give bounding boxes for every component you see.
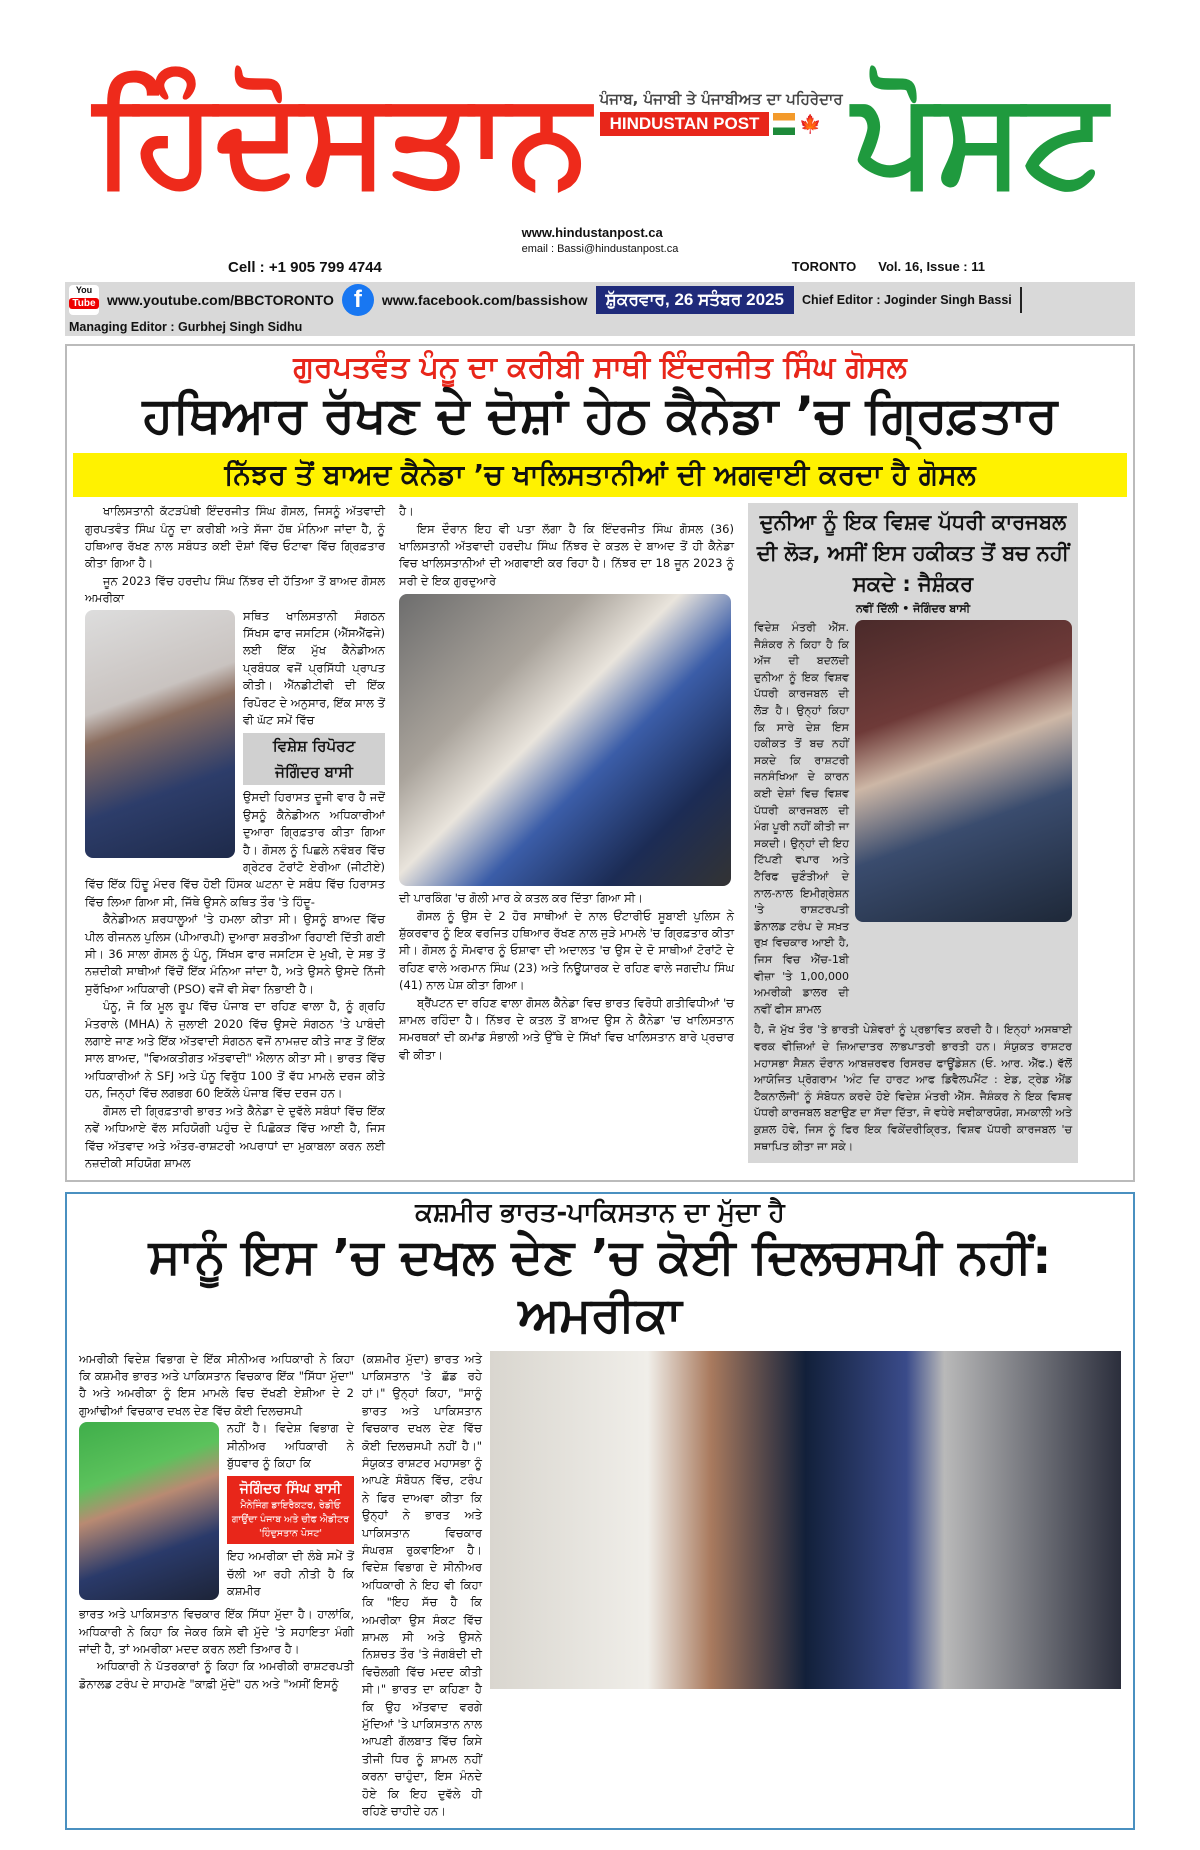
website-link[interactable]: www.hindustanpost.ca xyxy=(521,224,663,240)
lead-col1-after: ਉਸਦੀ ਹਿਰਾਸਤ ਦੂਜੀ ਵਾਰ ਹੈ ਜਦੋਂ ਉਸਨੂੰ ਕੈਨੇਡੀਅਨ ਅਧਿਕਾਰੀਆਂ ਦੁਆਰਾ ਗ੍ਰਿਫ਼ਤਾਰ ਕੀਤਾ ਗਿਆ ਹੈ। ਗੋਸਲ ਨੂੰ ਪਿਛਲੇ ਨਵੰਬਰ ਵਿੱਚ ਗ੍ਰੇਟਰ ਟੋਰਾਂਟੋ ਏਰੀਆ (ਜੀਟੀਏ) ਵਿੱਚ ਇੱਕ ਹਿੰਦੂ ਮੰਦਰ ਵਿੱਚ ਹੋਈ ਹਿੰਸਕ ਘਟਨਾ ਦੇ ਸਬੰਧ ਵਿੱਚ ਹਿਰਾਸਤ ਵਿੱਚ ਲਿਆ ਗਿਆ ਸੀ, ਜਿੱਥੇ ਉਸਨੇ ਕਥਿਤ ਤੌਰ 'ਤੇ ਹਿੰਦੂ- xyxy=(85,790,385,909)
sidebar-dateline: ਨਵੀਂ ਦਿੱਲੀ • ਜੋਗਿੰਦਰ ਬਾਸੀ xyxy=(855,602,971,616)
paragraph: ਅਧਿਕਾਰੀ ਨੇ ਪੱਤਰਕਾਰਾਂ ਨੂੰ ਕਿਹਾ ਕਿ ਅਮਰੀਕੀ ਰਾਸ਼ਟਰਪਤੀ ਡੋਨਾਲਡ ਟਰੰਪ ਦੇ ਸਾਹਮਣੇ "ਕਾਫ਼ੀ ਮੁੱਦੇ" ਹਨ ਅਤੇ "ਅਸੀਂ ਇਸਨੂੰ xyxy=(79,1659,354,1691)
paragraph: ਕੈਨੇਡੀਅਨ ਸ਼ਰਧਾਲੂਆਂ 'ਤੇ ਹਮਲਾ ਕੀਤਾ ਸੀ। ਉਸਨੂੰ ਬਾਅਦ ਵਿੱਚ ਪੀਲ ਰੀਜਨਲ ਪੁਲਿਸ (ਪੀਆਰਪੀ) ਦੁਆਰਾ ਸ਼ਰਤੀਆ ਰਿਹਾਈ ਦਿੱਤੀ ਗਈ ਸੀ। 36 ਸਾਲਾ ਗੋਸਲ ਨੂੰ ਪੰਨੂ, ਸਿੱਖਸ ਫਾਰ ਜਸਟਿਸ ਦੇ ਮੁਖੀ, ਦੇ ਸਭ ਤੋਂ ਨਜ਼ਦੀਕੀ ਸਾਥੀਆਂ ਵਿੱਚੋਂ ਇੱਕ ਮੰਨਿਆ ਜਾਂਦਾ ਹੈ, ਅਤੇ ਉਸਨੇ ਉਸਦੇ ਨਿੱਜੀ ਸੁਰੱਖਿਆ ਅਧਿਕਾਰੀ (PSO) ਵਜੋਂ ਵੀ ਸੇਵਾ ਨਿਭਾਈ ਹੈ। xyxy=(85,912,385,996)
paragraph: ਬ੍ਰੈਂਪਟਨ ਦਾ ਰਹਿਣ ਵਾਲਾ ਗੋਸਲ ਕੈਨੇਡਾ ਵਿਚ ਭਾਰਤ ਵਿਰੋਧੀ ਗਤੀਵਿਧੀਆਂ 'ਚ ਸ਼ਾਮਲ ਰਹਿੰਦਾ ਹੈ। ਨਿੱਝਰ ਦੇ ਕਤਲ ਤੋਂ ਬਾਅਦ ਉਸ ਨੇ ਕੈਨੇਡਾ 'ਚ ਖਾਲਿਸਤਾਨ ਸਮਰਥਕਾਂ ਦੀ ਕਮਾਂਡ ਸੰਭਾਲੀ ਅਤੇ ਉੱਥੇ ਦੇ ਸਿੱਖਾਂ ਵਿਚ ਖਾਲਿਸਤਾਨ ਬਾਰੇ ਪ੍ਰਚਾਰ ਵੀ ਕੀਤਾ। xyxy=(399,995,734,1062)
email-link[interactable]: email : Bassi@hindustanpost.ca xyxy=(521,242,679,255)
lead-col1-photo-block xyxy=(85,608,385,912)
byline: ਜੋਗਿੰਦਰ ਬਾਸੀ xyxy=(275,763,353,782)
cell-number: Cell : +1 905 799 4744 xyxy=(228,258,382,276)
youtube-link[interactable]: www.youtube.com/BBCTORONTO xyxy=(107,291,334,308)
masthead-contact xyxy=(522,213,679,255)
paragraph: ਗੋਸਲ ਨੂੰ ਉਸ ਦੇ 2 ਹੋਰ ਸਾਥੀਆਂ ਦੇ ਨਾਲ ਓਂਟਾਰੀਓ ਸੂਬਾਈ ਪੁਲਿਸ ਨੇ ਸ਼ੁੱਕਰਵਾਰ ਨੂੰ ਇਕ ਵਰਜਿਤ ਹਥਿਆਰ ਰੱਖਣ ਨਾਲ ਜੁੜੇ ਮਾਮਲੇ 'ਚ ਗ੍ਰਿਫ਼ਤਾਰ ਕੀਤਾ ਸੀ। ਗੋਸਲ ਨੂੰ ਸੋਮਵਾਰ ਨੂੰ ਓਸ਼ਾਵਾ ਦੀ ਅਦਾਲਤ 'ਚ ਉਸ ਦੇ ਦੋ ਸਾਥੀਆਂ ਟੋਰਾਂਟੋ ਦੇ ਰਹਿਣ ਵਾਲੇ ਅਰਮਾਨ ਸਿੰਘ (23) ਅਤੇ ਨਿਊਯਾਰਕ ਦੇ ਰਹਿਣ ਵਾਲੇ ਜਗਦੀਪ ਸਿੰਘ (41) ਨਾਲ ਪੇਸ਼ ਕੀਤਾ ਗਿਆ। xyxy=(399,908,734,993)
sidebar-col-left: ਵਿਦੇਸ਼ ਮੰਤਰੀ ਐੱਸ. ਜੈਸ਼ੰਕਰ ਨੇ ਕਿਹਾ ਹੈ ਕਿ ਅੱਜ ਦੀ ਬਦਲਦੀ ਦੁਨੀਆ ਨੂੰ ਇਕ ਵਿਸ਼ਵ ਪੱਧਰੀ ਕਾਰਜਬਲ ਦੀ ਲੋੜ ਹੈ। ਉਨ੍ਹਾਂ ਕਿਹਾ ਕਿ ਸਾਰੇ ਦੇਸ਼ ਇਸ ਹਕੀਕਤ ਤੋਂ ਬਚ ਨਹੀਂ ਸਕਦੇ ਕਿ ਰਾਸ਼ਟਰੀ ਜਨਸੰਖਿਆ ਦੇ ਕਾਰਨ ਕਈ ਦੇਸ਼ਾਂ ਵਿਚ ਵਿਸ਼ਵ ਪੱਧਰੀ ਕਾਰਜਬਲ ਦੀ ਮੰਗ ਪੂਰੀ ਨਹੀਂ ਕੀਤੀ ਜਾ ਸਕਦੀ। ਉਨ੍ਹਾਂ ਦੀ ਇਹ ਟਿੱਪਣੀ ਵਪਾਰ ਅਤੇ ਟੈਰਿਫ ਚੁਣੌਤੀਆਂ ਦੇ ਨਾਲ-ਨਾਲ ਇਮੀਗ੍ਰੇਸ਼ਨ 'ਤੇ ਰਾਸ਼ਟਰਪਤੀ ਡੋਨਾਲਡ ਟਰੰਪ ਦੇ ਸਖ਼ਤ ਰੁਖ਼ ਵਿਚਕਾਰ ਆਈ ਹੈ, ਜਿਸ ਵਿਚ ਐੱਚ-1ਬੀ ਵੀਜ਼ਾ 'ਤੇ 1,00,000 ਅਮਰੀਕੀ ਡਾਲਰ ਦੀ ਨਵੀਂ ਫੀਸ ਸ਼ਾਮਲ xyxy=(754,621,849,1016)
lead-story-photo xyxy=(399,594,731,886)
second-col1-photo-block xyxy=(79,1420,354,1606)
second-col1 xyxy=(79,1351,354,1694)
masthead xyxy=(65,62,1135,255)
paragraph: ਗੋਸਲ ਦੀ ਗ੍ਰਿਫ਼ਤਾਰੀ ਭਾਰਤ ਅਤੇ ਕੈਨੇਡਾ ਦੇ ਦੁਵੱਲੇ ਸਬੰਧਾਂ ਵਿੱਚ ਇੱਕ ਨਵੇਂ ਅਧਿਆਏ ਵੱਲ ਸਹਿਯੋਗੀ ਪਹੁੰਚ ਦੇ ਪਿਛੋਕੜ ਵਿੱਚ ਆਈ ਹੈ, ਜਿਸ ਵਿੱਚ ਅੱਤਵਾਦ ਅਤੇ ਅੰਤਰ-ਰਾਸ਼ਟਰੀ ਅਪਰਾਧਾਂ ਦਾ ਮੁਕਾਬਲਾ ਕਰਨ ਲਈ ਨਜ਼ਦੀਕੀ ਸਹਿਯੋਗ ਸ਼ਾਮਲ xyxy=(85,1103,385,1170)
author-title: ਮੈਨੇਜਿੰਗ ਡਾਇਰੈਕਟਰ, ਰੇਡੀਓ ਗਾਉਂਦਾ ਪੰਜਾਬ ਅਤੇ ਚੀਫ ਐਡੀਟਰ 'ਹਿੰਦੁਸਤਾਨ ਪੋਸਟ' xyxy=(231,1500,350,1540)
paragraph: ਇਸ ਦੌਰਾਨ ਇਹ ਵੀ ਪਤਾ ਲੱਗਾ ਹੈ ਕਿ ਇੰਦਰਜੀਤ ਸਿੰਘ ਗੋਸਲ (36) ਖਾਲਿਸਤਾਨੀ ਅੱਤਵਾਦੀ ਹਰਦੀਪ ਸਿੰਘ ਨਿੱਝਰ ਦੇ ਕਤਲ ਦੇ ਬਾਅਦ ਤੋਂ ਹੀ ਕੈਨੇਡਾ ਵਿਚ ਖਾਲਿਸਤਾਨੀਆਂ ਦੀ ਅਗਵਾਈ ਕਰ ਰਿਹਾ ਹੈ। ਨਿੱਝਰ ਦਾ 18 ਜੂਨ 2023 ਨੂੰ ਸਰੀ ਦੇ ਇਕ ਗੁਰਦੁਆਰੇ xyxy=(399,521,734,588)
managing-editor: Managing Editor : Gurbhej Singh Sidhu xyxy=(69,319,303,334)
chief-editor: Chief Editor : Joginder Singh Bassi xyxy=(802,292,1012,307)
second-col1-bottom xyxy=(79,1606,354,1693)
sidebar-row xyxy=(754,620,1072,1018)
masthead-tagline: ਪੰਜਾਬ, ਪੰਜਾਬੀ ਤੇ ਪੰਜਾਬੀਅਤ ਦਾ ਪਹਿਰੇਦਾਰ xyxy=(599,90,843,108)
second-story-headline: ਸਾਨੂੰ ਇਸ ’ਚ ਦਖਲ ਦੇਣ ’ਚ ਕੋਈ ਦਿਲਚਸਪੀ ਨਹੀਂ: ਅਮਰੀਕਾ xyxy=(148,1229,1052,1343)
second-story-columns xyxy=(79,1351,1121,1821)
masthead-title-red: ਹਿੰਦੋਸਤਾਨ xyxy=(93,62,590,214)
lead-story-subhead: ਨਿੱਝਰ ਤੋਂ ਬਾਅਦ ਕੈਨੇਡਾ ’ਚ ਖਾਲਿਸਤਾਨੀਆਂ ਦੀ ਅਗਵਾਈ ਕਰਦਾ ਹੈ ਗੋਸਲ xyxy=(73,453,1127,498)
second-col2: (ਕਸ਼ਮੀਰ ਮੁੱਦਾ) ਭਾਰਤ ਅਤੇ ਪਾਕਿਸਤਾਨ 'ਤੇ ਛੱਡ ਰਹੇ ਹਾਂ।" ਉਨ੍ਹਾਂ ਕਿਹਾ, "ਸਾਨੂੰ ਭਾਰਤ ਅਤੇ ਪਾਕਿਸਤਾਨ ਵਿਚਕਾਰ ਦਖਲ ਦੇਣ ਵਿੱਚ ਕੋਈ ਦਿਲਚਸਪੀ ਨਹੀਂ ਹੈ।" ਸੰਯੁਕਤ ਰਾਸ਼ਟਰ ਮਹਾਸਭਾ ਨੂੰ ਆਪਣੇ ਸੰਬੋਧਨ ਵਿੱਚ, ਟਰੰਪ ਨੇ ਫਿਰ ਦਾਅਵਾ ਕੀਤਾ ਕਿ ਉਨ੍ਹਾਂ ਨੇ ਭਾਰਤ ਅਤੇ ਪਾਕਿਸਤਾਨ ਵਿਚਕਾਰ ਸੰਘਰਸ਼ ਰੁਕਵਾਇਆ ਹੈ। ਵਿਦੇਸ਼ ਵਿਭਾਗ ਦੇ ਸੀਨੀਅਰ ਅਧਿਕਾਰੀ ਨੇ ਇਹ ਵੀ ਕਿਹਾ ਕਿ "ਇਹ ਸੱਚ ਹੈ ਕਿ ਅਮਰੀਕਾ ਉਸ ਸੰਕਟ ਵਿੱਚ ਸ਼ਾਮਲ ਸੀ ਅਤੇ ਉਸਨੇ ਨਿਸ਼ਚਤ ਤੌਰ 'ਤੇ ਜੰਗਬੰਦੀ ਦੀ ਵਿਚੋਲਗੀ ਵਿੱਚ ਮਦਦ ਕੀਤੀ ਸੀ।" ਭਾਰਤ ਦਾ ਕਹਿਣਾ ਹੈ ਕਿ ਉਹ ਅੱਤਵਾਦ ਵਰਗੇ ਮੁੱਦਿਆਂ 'ਤੇ ਪਾਕਿਸਤਾਨ ਨਾਲ ਆਪਣੀ ਗੱਲਬਾਤ ਵਿੱਚ ਕਿਸੇ ਤੀਜੀ ਧਿਰ ਨੂੰ ਸ਼ਾਮਲ ਨਹੀਂ ਕਰਨਾ ਚਾਹੁੰਦਾ, ਇਸ ਮੰਨਦੇ ਹੋਏ ਕਿ ਇਹ ਦੁਵੱਲੇ ਹੀ ਰਹਿਣੇ ਚਾਹੀਦੇ ਹਨ। xyxy=(362,1351,482,1819)
lead-story-kicker: ਗੁਰਪਤਵੰਤ ਪੰਨੂ ਦਾ ਕਰੀਬੀ ਸਾਥੀ ਇੰਦਰਜੀਤ ਸਿੰਘ ਗੋਸਲ xyxy=(293,349,907,385)
paragraph: ਜੂਨ 2023 ਵਿੱਚ ਹਰਦੀਪ ਸਿੰਘ ਨਿੱਝਰ ਦੀ ਹੱਤਿਆ ਤੋਂ ਬਾਅਦ ਗੋਸਲ ਅਮਰੀਕਾ xyxy=(85,573,385,606)
lead-story-headline: ਹਥਿਆਰ ਰੱਖਣ ਦੇ ਦੋਸ਼ਾਂ ਹੇਠ ਕੈਨੇਡਾ ’ਚ ਗ੍ਰਿਫ਼ਤਾਰ xyxy=(142,385,1058,444)
special-report-box xyxy=(243,733,385,785)
special-report-label: ਵਿਸ਼ੇਸ਼ ਰਿਪੋਰਟ xyxy=(272,737,356,756)
author-name: ਜੋਗਿੰਦਰ ਸਿੰਘ ਬਾਸੀ xyxy=(239,1481,342,1498)
author-bio-box xyxy=(227,1476,354,1544)
youtube-icon-top: You xyxy=(75,284,93,295)
masthead-title-green: ਪੋਸਟ xyxy=(852,62,1107,214)
lead-col2 xyxy=(399,503,734,1064)
english-name-badge: HINDUSTAN POST xyxy=(600,112,770,136)
lead-col2-top xyxy=(399,503,734,590)
lead-col2-bottom xyxy=(399,890,734,1064)
info-bar xyxy=(65,282,1135,336)
reporter-photo xyxy=(85,610,235,858)
second-col1-top: ਅਮਰੀਕੀ ਵਿਦੇਸ਼ ਵਿਭਾਗ ਦੇ ਇੱਕ ਸੀਨੀਅਰ ਅਧਿਕਾਰੀ ਨੇ ਕਿਹਾ ਕਿ ਕਸ਼ਮੀਰ ਭਾਰਤ ਅਤੇ ਪਾਕਿਸਤਾਨ ਵਿਚਕਾਰ ਇੱਕ "ਸਿੱਧਾ ਮੁੱਦਾ" ਹੈ ਅਤੇ ਅਮਰੀਕਾ ਨੂੰ ਇਸ ਮਾਮਲੇ ਵਿਚ ਦੱਖਣੀ ਏਸ਼ੀਆ ਦੇ 2 ਗੁਆਂਢੀਆਂ ਵਿਚਕਾਰ ਦਖਲ ਦੇਣ ਵਿੱਚ ਕੋਈ ਦਿਲਚਸਪੀ xyxy=(79,1351,354,1418)
leaders-photo xyxy=(490,1351,1121,1689)
second-story-kicker: ਕਸ਼ਮੀਰ ਭਾਰਤ-ਪਾਕਿਸਤਾਨ ਦਾ ਮੁੱਦਾ ਹੈ xyxy=(415,1198,785,1229)
second-col1-beside2: ਇਹ ਅਮਰੀਕਾ ਦੀ ਲੰਬੇ ਸਮੇਂ ਤੋਂ ਚੱਲੀ ਆ ਰਹੀ ਨੀਤੀ ਹੈ ਕਿ ਕਸ਼ਮੀਰ xyxy=(227,1549,354,1599)
city: TORONTO xyxy=(791,258,857,274)
bassi-photo xyxy=(79,1422,219,1600)
volume-issue: Vol. 16, Issue : 11 xyxy=(878,258,985,274)
sidebar-story xyxy=(748,503,1078,1163)
divider xyxy=(1020,287,1022,313)
sidebar-headline: ਦੁਨੀਆ ਨੂੰ ਇਕ ਵਿਸ਼ਵ ਪੱਧਰੀ ਕਾਰਜਬਲ ਦੀ ਲੋੜ, ਅਸੀਂ ਇਸ ਹਕੀਕਤ ਤੋਂ ਬਚ ਨਹੀਂ ਸਕਦੇ : ਜੈਸ਼ੰਕਰ xyxy=(756,510,1070,597)
lead-col1-top xyxy=(85,503,385,607)
paragraph: ਦੀ ਪਾਰਕਿੰਗ 'ਚ ਗੋਲੀ ਮਾਰ ਕੇ ਕਤਲ ਕਰ ਦਿੱਤਾ ਗਿਆ ਸੀ। xyxy=(399,891,644,906)
lead-story-box xyxy=(65,344,1135,1183)
youtube-icon-bottom: Tube xyxy=(69,298,99,309)
youtube-icon[interactable] xyxy=(69,285,99,315)
facebook-link[interactable]: www.facebook.com/bassishow xyxy=(381,291,588,308)
facebook-icon[interactable]: f xyxy=(342,284,374,316)
canada-maple-leaf-icon: 🍁 xyxy=(799,113,822,135)
jaishankar-photo xyxy=(855,620,1072,922)
city-volume xyxy=(792,259,985,276)
issue-date: ਸ਼ੁੱਕਰਵਾਰ, 26 ਸਤੰਬਰ 2025 xyxy=(596,286,794,314)
second-col1-beside: ਨਹੀਂ ਹੈ। ਵਿਦੇਸ਼ ਵਿਭਾਗ ਦੇ ਸੀਨੀਅਰ ਅਧਿਕਾਰੀ ਨੇ ਬੁੱਧਵਾਰ ਨੂੰ ਕਿਹਾ ਕਿ xyxy=(227,1421,354,1470)
india-flag-icon xyxy=(773,113,795,135)
lead-col1 xyxy=(85,503,385,1172)
paragraph: ਹੈ। xyxy=(399,504,414,519)
paragraph: ਖਾਲਿਸਤਾਨੀ ਕੱਟੜਪੰਥੀ ਇੰਦਰਜੀਤ ਸਿੰਘ ਗੋਸਲ, ਜਿਸਨੂੰ ਅੱਤਵਾਦੀ ਗੁਰਪਤਵੰਤ ਸਿੰਘ ਪੰਨੂ ਦਾ ਕਰੀਬੀ ਅਤੇ ਸੱਜਾ ਹੱਥ ਮੰਨਿਆ ਜਾਂਦਾ ਹੈ, ਨੂੰ ਹਥਿਆਰ ਰੱਖਣ ਨਾਲ ਸਬੰਧਤ ਕਈ ਦੋਸ਼ਾਂ ਵਿੱਚ ਓਟਾਵਾ ਵਿੱਚ ਗ੍ਰਿਫ਼ਤਾਰ ਕੀਤਾ ਗਿਆ ਹੈ। xyxy=(85,504,385,571)
paragraph: ਪੰਨੂ, ਜੋ ਕਿ ਮੂਲ ਰੂਪ ਵਿੱਚ ਪੰਜਾਬ ਦਾ ਰਹਿਣ ਵਾਲਾ ਹੈ, ਨੂੰ ਗ੍ਰਹਿ ਮੰਤਰਾਲੇ (MHA) ਨੇ ਜੁਲਾਈ 2020 ਵਿੱਚ ਉਸਦੇ ਸੰਗਠਨ 'ਤੇ ਪਾਬੰਦੀ ਲਗਾਏ ਜਾਣ ਅਤੇ ਇੱਕ ਅੱਤਵਾਦੀ ਸੰਗਠਨ ਵਜੋਂ ਨਾਮਜ਼ਦ ਕੀਤੇ ਜਾਣ ਤੋਂ ਇੱਕ ਸਾਲ ਬਾਅਦ, "ਵਿਅਕਤੀਗਤ ਅੱਤਵਾਦੀ" ਐਲਾਨ ਕੀਤਾ ਸੀ। ਭਾਰਤ ਵਿੱਚ ਅਧਿਕਾਰੀਆਂ ਨੇ SFJ ਅਤੇ ਪੰਨੂ ਵਿਰੁੱਧ 100 ਤੋਂ ਵੱਧ ਮਾਮਲੇ ਦਰਜ ਕੀਤੇ ਹਨ, ਜਿਨ੍ਹਾਂ ਵਿੱਚ ਲਗਭਗ 60 ਇਕੱਲੇ ਪੰਜਾਬ ਵਿੱਚ ਦਰਜ ਹਨ। xyxy=(85,999,385,1101)
sidebar-col-full: ਹੈ, ਜੋ ਮੁੱਖ ਤੌਰ 'ਤੇ ਭਾਰਤੀ ਪੇਸ਼ੇਵਰਾਂ ਨੂੰ ਪ੍ਰਭਾਵਿਤ ਕਰਦੀ ਹੈ। ਇਨ੍ਹਾਂ ਅਸਥਾਈ ਵਰਕ ਵੀਜ਼ਿਆਂ ਦੇ ਜ਼ਿਆਦਾਤਰ ਲਾਭਪਾਤਰੀ ਭਾਰਤੀ ਹਨ। ਸੰਯੁਕਤ ਰਾਸ਼ਟਰ ਮਹਾਸਭਾ ਸੈਸ਼ਨ ਦੌਰਾਨ ਆਬਜ਼ਰਵਰ ਰਿਸਰਚ ਫਾਊਂਡੇਸ਼ਨ (ਓ. ਆਰ. ਐੱਫ.) ਵੱਲੋਂ ਆਯੋਜਿਤ ਪ੍ਰੋਗਰਾਮ 'ਅੰਟ ਦਿ ਹਾਰਟ ਆਫ ਡਿਵੈਲਪਮੈਂਟ : ਏਡ, ਟ੍ਰੇਡ ਐਂਡ ਟੈਕਨਾਲੋਜੀ' ਨੂੰ ਸੰਬੋਧਨ ਕਰਦੇ ਹੋਏ ਵਿਦੇਸ਼ ਮੰਤਰੀ ਐੱਸ. ਜੈਸ਼ੰਕਰ ਨੇ ਇਕ ਵਿਸ਼ਵ ਪੱਧਰੀ ਕਾਰਜਬਲ ਬਣਾਉਣ ਦਾ ਸੱਦਾ ਦਿੱਤਾ, ਜੋ ਵਧੇਰੇ ਸਵੀਕਾਰਯੋਗ, ਸਮਕਾਲੀ ਅਤੇ ਕੁਸ਼ਲ ਹੋਵੇ, ਜਿਸ ਨੂੰ ਫਿਰ ਇਕ ਵਿਕੇਂਦਰੀਕ੍ਰਿਤ, ਵਿਸ਼ਵ ਪੱਧਰੀ ਕਾਰਜਬਲ 'ਚ ਸਥਾਪਿਤ ਕੀਤਾ ਜਾ ਸਕੇ। xyxy=(754,1023,1072,1153)
masthead-bottom xyxy=(65,255,1135,282)
badge-row xyxy=(600,112,822,136)
masthead-middle xyxy=(600,70,843,136)
paragraph: ਭਾਰਤ ਅਤੇ ਪਾਕਿਸਤਾਨ ਵਿਚਕਾਰ ਇੱਕ ਸਿੱਧਾ ਮੁੱਦਾ ਹੈ। ਹਾਲਾਂਕਿ, ਅਧਿਕਾਰੀ ਨੇ ਕਿਹਾ ਕਿ ਜੇਕਰ ਕਿਸੇ ਵੀ ਮੁੱਦੇ 'ਤੇ ਸਹਾਇਤਾ ਮੰਗੀ ਜਾਂਦੀ ਹੈ, ਤਾਂ ਅਮਰੀਕਾ ਮਦਦ ਕਰਨ ਲਈ ਤਿਆਰ ਹੈ। xyxy=(79,1607,354,1656)
lead-col1-bottom xyxy=(85,911,385,1172)
lead-story-columns xyxy=(73,503,1127,1172)
second-story-box xyxy=(65,1192,1135,1830)
lead-col1-beside-photo: ਸਥਿਤ ਖਾਲਿਸਤਾਨੀ ਸੰਗਠਨ ਸਿੱਖਸ ਫਾਰ ਜਸਟਿਸ (ਐੱਸਐੱਫਜੇ) ਲਈ ਇੱਕ ਮੁੱਖ ਕੈਨੇਡੀਅਨ ਪ੍ਰਬੰਧਕ ਵਜੋਂ ਪ੍ਰਸਿੱਧੀ ਪ੍ਰਾਪਤ ਕੀਤੀ। ਐੱਨਡੀਟੀਵੀ ਦੀ ਇੱਕ ਰਿਪੋਰਟ ਦੇ ਅਨੁਸਾਰ, ਇੱਕ ਸਾਲ ਤੋਂ ਵੀ ਘੱਟ ਸਮੇਂ ਵਿੱਚ xyxy=(243,608,385,727)
